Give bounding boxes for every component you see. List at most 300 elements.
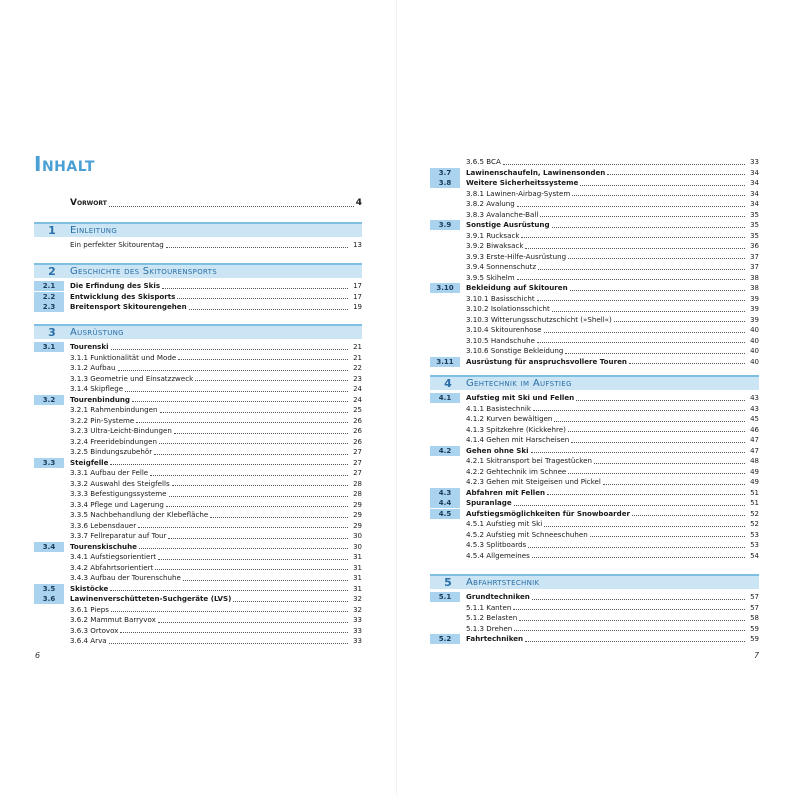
entry-number: 3.2	[34, 395, 64, 405]
entry-page: 32	[353, 605, 362, 614]
entry-number: 2.3	[34, 302, 64, 312]
entry-title: 3.6.5 BCA	[466, 157, 501, 166]
entry-page: 40	[750, 347, 759, 355]
toc-entry[interactable]	[34, 405, 362, 416]
toc-entry[interactable]	[430, 551, 759, 562]
entry-title: 3.9.5 Skihelm	[466, 272, 515, 282]
toc-entry[interactable]	[430, 273, 759, 284]
entry-page: 40	[750, 336, 759, 345]
toc-entry[interactable]	[430, 624, 759, 635]
entry-page: 19	[353, 303, 362, 311]
entry-page: 21	[353, 343, 362, 351]
chapter-heading[interactable]	[430, 574, 759, 589]
entry-page: 59	[750, 624, 759, 633]
toc-entry[interactable]	[34, 374, 362, 385]
entry-page: 28	[353, 490, 362, 498]
entry-title: 3.3.3 Befestigungssysteme	[70, 489, 167, 498]
leader-dots	[162, 288, 348, 289]
entry-page: 52	[750, 520, 759, 528]
entry-title: Tourenbindung	[70, 394, 130, 404]
entry-number	[34, 573, 64, 583]
entry-title: 3.1.1 Funktionalität und Mode	[70, 352, 177, 362]
entry-number	[34, 626, 64, 636]
toc-entry[interactable]	[430, 315, 759, 326]
toc-entry[interactable]	[34, 563, 362, 574]
entry-number: 3.4	[34, 542, 64, 552]
toc-entry[interactable]	[34, 510, 362, 521]
leader-dots	[503, 164, 745, 165]
entry-number	[430, 336, 460, 346]
entry-number	[430, 231, 460, 241]
leader-dots	[540, 216, 745, 217]
leader-dots	[111, 349, 348, 350]
entry-title: 3.10.6 Sonstige Bekleidung	[466, 346, 564, 355]
entry-number: 3.6	[34, 594, 64, 604]
entry-title: 4.1.4 Gehen mit Harscheisen	[466, 435, 570, 444]
entry-number	[430, 315, 460, 325]
toc-entry[interactable]	[430, 435, 759, 446]
leader-dots	[183, 580, 348, 581]
entry-page: 22	[353, 364, 362, 372]
leader-dots	[528, 547, 745, 548]
chapter-number: 1	[48, 224, 56, 237]
chapter-number: 3	[48, 326, 56, 339]
toc-entry[interactable]	[34, 302, 362, 313]
entry-page: 58	[750, 614, 759, 622]
entry-number	[34, 363, 64, 373]
toc-entry[interactable]	[430, 304, 759, 315]
leader-dots	[576, 400, 745, 401]
entry-number	[430, 613, 460, 623]
toc-entry[interactable]	[34, 395, 362, 406]
entry-page: 31	[353, 553, 362, 561]
toc-entry[interactable]	[430, 467, 759, 478]
entry-title: 3.3.1 Aufbau der Felle	[70, 468, 149, 477]
entry-page: 27	[353, 469, 362, 477]
leader-dots	[568, 473, 745, 474]
leader-dots	[159, 443, 348, 444]
leader-dots	[525, 248, 745, 249]
toc-entry[interactable]	[430, 189, 759, 200]
leader-dots	[110, 590, 348, 591]
entry-page: 34	[750, 168, 759, 177]
entry-number	[34, 468, 64, 478]
leader-dots	[169, 496, 348, 497]
entry-title: 3.1.3 Geometrie und Einsatzzweck	[70, 373, 194, 383]
entry-number	[430, 262, 460, 272]
entry-page: 34	[750, 200, 759, 208]
toc-entry[interactable]	[430, 519, 759, 530]
entry-page: 35	[750, 231, 759, 240]
entry-title: 3.2.1 Rahmenbindungen	[70, 405, 158, 414]
foreword-page: 4	[355, 198, 362, 208]
leader-dots	[532, 557, 745, 558]
entry-number	[430, 425, 460, 435]
leader-dots	[177, 298, 348, 299]
toc-chapter-5	[430, 574, 759, 645]
toc-entry[interactable]	[430, 456, 759, 467]
toc-entry[interactable]	[430, 262, 759, 273]
entry-number	[430, 210, 460, 220]
toc-entry[interactable]	[430, 509, 759, 520]
entry-page: 38	[750, 273, 759, 282]
toc-entry[interactable]	[34, 542, 362, 553]
toc-entry[interactable]	[34, 342, 362, 353]
leader-dots	[547, 494, 745, 495]
toc-entry[interactable]	[430, 425, 759, 436]
entry-title: 3.10.3 Witterungsschutzschicht (»Shell«)	[466, 314, 612, 324]
entry-number: 4.1	[430, 393, 460, 403]
entry-title: 3.8.2 Avalung	[466, 199, 515, 208]
toc-entry[interactable]	[430, 357, 759, 368]
leader-dots	[195, 380, 348, 381]
entry-title: 3.8.1 Lawinen-Airbag-System	[466, 188, 571, 198]
entry-title: 4.2.1 Skitransport bei Tragestücken	[466, 456, 593, 465]
toc-entry[interactable]	[430, 592, 759, 603]
entry-title: 4.2.2 Gehtechnik im Schnee	[466, 466, 567, 476]
leader-dots	[109, 643, 348, 644]
entry-page: 45	[750, 415, 759, 423]
leader-dots	[109, 206, 354, 207]
toc-entry[interactable]	[430, 210, 759, 221]
leader-dots	[178, 359, 348, 360]
leader-dots	[136, 422, 348, 423]
entry-number: 3.1	[34, 342, 64, 352]
toc-entry[interactable]	[34, 594, 362, 605]
leader-dots	[629, 363, 745, 364]
entry-title: 4.2.3 Gehen mit Steigeisen und Pickel	[466, 477, 601, 486]
toc-entry[interactable]	[34, 292, 362, 303]
entry-title: 3.2.4 Freeridebindungen	[70, 436, 157, 446]
entry-title: Skistöcke	[70, 583, 109, 593]
toc-entry[interactable]	[430, 157, 759, 168]
chapter-title: Abfahrtstechnik	[466, 577, 540, 588]
entry-title: 4.5.4 Allgemeines	[466, 550, 530, 560]
entry-title: Fahrtechniken	[466, 634, 524, 643]
entry-number: 4.3	[430, 488, 460, 498]
leader-dots	[166, 506, 348, 507]
entry-title: Tourenskischuhe	[70, 541, 137, 551]
chapter-heading[interactable]	[430, 375, 759, 390]
toc-foreword[interactable]	[70, 198, 362, 208]
leader-dots	[158, 622, 348, 623]
entry-number	[430, 294, 460, 304]
toc-entry[interactable]	[34, 281, 362, 292]
entry-title: 3.1.4 Skipflege	[70, 384, 124, 393]
entry-page: 23	[353, 374, 362, 383]
entry-title: 3.4.1 Aufstiegsorientiert	[70, 552, 157, 561]
toc-entry[interactable]	[34, 521, 362, 532]
leader-dots	[571, 442, 745, 443]
entry-title: 3.9.3 Erste-Hilfe-Ausrüstung	[466, 251, 567, 261]
leader-dots	[517, 206, 745, 207]
leader-dots	[538, 269, 745, 270]
chapter-title: Einleitung	[70, 225, 118, 236]
entry-number	[430, 540, 460, 550]
toc-entry[interactable]	[430, 404, 759, 415]
leader-dots	[537, 342, 745, 343]
toc-entry[interactable]	[430, 252, 759, 263]
entry-number	[430, 414, 460, 424]
entry-number	[34, 426, 64, 436]
toc-entry[interactable]	[430, 231, 759, 242]
entry-number	[430, 325, 460, 335]
entry-page: 51	[750, 488, 759, 497]
toc-entry[interactable]	[430, 241, 759, 252]
toc-entry[interactable]	[34, 384, 362, 395]
leader-dots	[160, 412, 348, 413]
entry-number	[430, 241, 460, 251]
entry-title: Die Erfindung des Skis	[70, 281, 161, 290]
leader-dots	[174, 433, 348, 434]
toc-entry[interactable]	[430, 530, 759, 541]
entry-title: 3.10.5 Handschuhe	[466, 335, 535, 345]
chapter-title: Geschichte des Skitourensports	[70, 266, 217, 277]
entry-title: 3.9.1 Rucksack	[466, 230, 520, 240]
entry-title: 3.3.7 Fellreparatur auf Tour	[70, 531, 167, 540]
toc-entry[interactable]	[430, 325, 759, 336]
entry-title: Spuranlage	[466, 498, 512, 507]
toc-entry[interactable]	[34, 615, 362, 626]
entry-page: 40	[750, 326, 759, 334]
entry-page: 34	[750, 189, 759, 198]
entry-title: 3.6.4 Arva	[70, 636, 107, 645]
leader-dots	[132, 401, 348, 402]
entry-number: 3.8	[430, 178, 460, 188]
entry-page: 37	[750, 263, 759, 271]
entry-page: 53	[750, 541, 759, 549]
leader-dots	[521, 237, 745, 238]
toc-entry[interactable]	[34, 573, 362, 584]
toc-entry[interactable]	[430, 283, 759, 294]
toc-entry[interactable]	[430, 393, 759, 404]
leader-dots	[568, 258, 745, 259]
entry-title: 5.1.3 Drehen	[466, 623, 513, 633]
leader-dots	[554, 421, 745, 422]
chapter-heading[interactable]	[34, 324, 362, 339]
entry-number	[430, 519, 460, 529]
entry-title: 3.3.2 Auswahl des Steigfells	[70, 478, 170, 488]
toc-entry[interactable]	[34, 552, 362, 563]
entry-page: 26	[353, 427, 362, 435]
entry-page: 33	[750, 158, 759, 166]
entry-title: 3.3.5 Nachbehandlung der Klebefläche	[70, 510, 209, 519]
entry-title: Entwicklung des Skisports	[70, 291, 176, 301]
entry-page: 39	[750, 305, 759, 313]
leader-dots	[155, 569, 348, 570]
entry-page: 35	[750, 210, 759, 219]
entry-number	[34, 563, 64, 573]
toc-entry[interactable]	[34, 447, 362, 458]
entry-number: 3.10	[430, 283, 460, 293]
entry-title: Abfahren mit Fellen	[466, 487, 546, 497]
entry-page: 26	[353, 437, 362, 446]
right-page	[397, 0, 795, 795]
entry-title: 4.5.1 Aufstieg mit Ski	[466, 519, 543, 528]
entry-title: 3.2.5 Bindungszubehör	[70, 447, 153, 456]
toc-entry[interactable]	[430, 498, 759, 509]
toc-entry[interactable]	[34, 468, 362, 479]
toc-entry[interactable]	[430, 168, 759, 179]
leader-dots	[607, 174, 745, 175]
chapter-heading[interactable]	[34, 263, 362, 278]
leader-dots	[568, 431, 745, 432]
leader-dots	[111, 611, 348, 612]
entry-title: 3.6.2 Mammut Barryvox	[70, 615, 156, 624]
toc-entry[interactable]	[34, 479, 362, 490]
entry-page: 49	[750, 467, 759, 476]
entry-title: Ein perfekter Skitourentag	[70, 240, 164, 249]
entry-title: 3.3.6 Lebensdauer	[70, 520, 137, 530]
toc-entry[interactable]	[430, 488, 759, 499]
entry-title: 4.1.3 Spitzkehre (Kickkehre)	[466, 424, 566, 434]
entry-title: 4.1.2 Kurven bewältigen	[466, 414, 553, 423]
entry-title: Tourenski	[70, 342, 109, 351]
chapter-number: 4	[444, 377, 452, 390]
entry-title: Ausrüstung für anspruchsvollere Touren	[466, 356, 627, 366]
toc-entry[interactable]	[430, 199, 759, 210]
entry-title: Gehen ohne Ski	[466, 445, 529, 455]
entry-page: 33	[353, 616, 362, 624]
toc-entry[interactable]	[430, 540, 759, 551]
entry-number	[430, 199, 460, 209]
leader-dots	[570, 290, 745, 291]
toc-entry[interactable]	[34, 240, 362, 251]
entry-title: Bekleidung auf Skitouren	[466, 283, 568, 292]
toc-entry[interactable]	[34, 489, 362, 500]
entry-number	[34, 489, 64, 499]
entry-number: 4.5	[430, 509, 460, 519]
entry-number	[34, 447, 64, 457]
entry-title: 3.3.4 Pflege und Lagerung	[70, 499, 164, 509]
entry-number	[430, 435, 460, 445]
leader-dots	[120, 632, 348, 633]
toc-entry[interactable]	[34, 584, 362, 595]
toc-entry[interactable]	[430, 346, 759, 357]
leader-dots	[603, 484, 745, 485]
toc-entry[interactable]	[34, 363, 362, 374]
entry-page: 33	[353, 626, 362, 635]
entry-number	[34, 240, 64, 250]
leader-dots	[210, 517, 348, 518]
entry-page: 17	[353, 282, 362, 290]
entry-page: 27	[353, 458, 362, 467]
chapter-heading[interactable]	[34, 222, 362, 237]
toc-entry[interactable]	[430, 220, 759, 231]
toc-entry[interactable]	[34, 426, 362, 437]
entry-page: 25	[353, 406, 362, 414]
entry-title: 3.10.2 Isolationsschicht	[466, 304, 550, 313]
entry-title: 3.2.3 Ultra-Leicht-Bindungen	[70, 426, 172, 435]
entry-title: 4.1.1 Basistechnik	[466, 403, 531, 413]
toc-entry[interactable]	[34, 531, 362, 542]
leader-dots	[532, 599, 745, 600]
entry-number	[430, 189, 460, 199]
toc-entry[interactable]	[34, 437, 362, 448]
entry-page: 30	[353, 532, 362, 540]
entry-number	[430, 467, 460, 477]
entry-title: 5.1.2 Belasten	[466, 613, 518, 622]
entry-page: 48	[750, 457, 759, 465]
entry-number	[34, 500, 64, 510]
entry-title: 3.2.2 Pin-Systeme	[70, 415, 135, 425]
entry-page: 32	[353, 595, 362, 603]
entry-page: 40	[750, 357, 759, 366]
entry-page: 39	[750, 315, 759, 324]
entry-page: 29	[353, 500, 362, 509]
entry-page: 57	[750, 603, 759, 612]
leader-dots	[594, 463, 745, 464]
toc-entry[interactable]	[430, 178, 759, 189]
entry-number	[430, 273, 460, 283]
entry-page: 29	[353, 521, 362, 530]
toc-entry[interactable]	[430, 294, 759, 305]
chapter-title: Gehtechnik im Aufstieg	[466, 378, 572, 389]
leader-dots	[233, 601, 348, 602]
toc-entry[interactable]	[430, 634, 759, 645]
leader-dots	[537, 300, 745, 301]
chapter-title: Ausrüstung	[70, 327, 124, 338]
leader-dots	[168, 538, 348, 539]
leader-dots	[580, 185, 745, 186]
entry-title: Breitensport Skitourengehen	[70, 302, 187, 311]
toc-entry[interactable]	[34, 626, 362, 637]
entry-number	[34, 531, 64, 541]
entry-page: 51	[750, 499, 759, 507]
leader-dots	[514, 505, 745, 506]
page-number-right: 7	[754, 651, 760, 660]
entry-page: 38	[750, 284, 759, 292]
page-number-left: 6	[35, 651, 41, 660]
entry-title: 3.10.4 Skitourenhose	[466, 325, 542, 334]
entry-page: 59	[750, 635, 759, 643]
toc-entry[interactable]	[34, 500, 362, 511]
entry-number	[34, 636, 64, 646]
leader-dots	[138, 527, 348, 528]
entry-page: 29	[353, 511, 362, 519]
leader-dots	[110, 464, 348, 465]
entry-title: 3.6.3 Ortovox	[70, 625, 119, 635]
leader-dots	[552, 227, 745, 228]
toc-entry[interactable]	[430, 603, 759, 614]
toc-entry[interactable]	[430, 446, 759, 457]
toc-entry[interactable]	[430, 613, 759, 624]
entry-title: 3.9.4 Sonnenschutz	[466, 262, 537, 271]
toc-entry[interactable]	[430, 477, 759, 488]
entry-page: 21	[353, 353, 362, 362]
toc-entry[interactable]	[34, 353, 362, 364]
entry-number: 3.3	[34, 458, 64, 468]
toc-chapter-1	[34, 222, 362, 251]
toc-entry[interactable]	[34, 636, 362, 647]
entry-page: 26	[353, 416, 362, 425]
entry-page: 52	[750, 509, 759, 518]
entry-page: 53	[750, 530, 759, 539]
toc-entry[interactable]	[34, 605, 362, 616]
entry-title: 3.10.1 Basisschicht	[466, 293, 535, 303]
toc-chapter-4	[430, 375, 759, 561]
toc-entry[interactable]	[430, 414, 759, 425]
entry-title: Aufstiegsmöglichkeiten für Snowboarder	[466, 508, 631, 518]
entry-title: 4.5.3 Splitboards	[466, 540, 527, 549]
leader-dots	[531, 452, 745, 453]
toc-entry[interactable]	[430, 336, 759, 347]
toc-entry[interactable]	[34, 416, 362, 427]
leader-dots	[544, 332, 745, 333]
entry-page: 33	[353, 637, 362, 645]
toc-entry[interactable]	[34, 458, 362, 469]
entry-number: 5.2	[430, 634, 460, 644]
